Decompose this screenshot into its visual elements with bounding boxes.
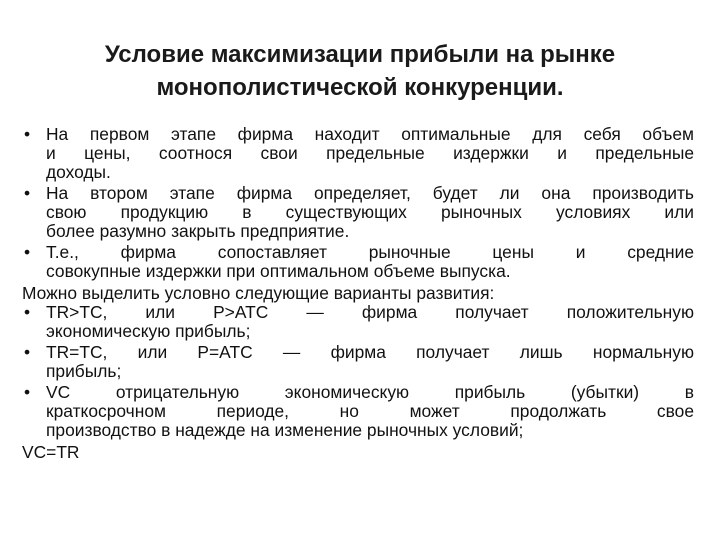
title-line-1: Условие максимизации прибыли на рынке [104, 41, 616, 68]
variants-intro: Можно выделить условно следующие варианты развития: [22, 283, 495, 303]
bullet-text: доходы. [46, 162, 111, 182]
bullet-text: совокупные издержки при оптимальном объеме выпуска. [46, 261, 511, 281]
bullet-icon: • [24, 242, 31, 262]
bullet-icon: • [24, 124, 31, 144]
bullet-icon: • [24, 342, 31, 362]
variant-item-3 [22, 383, 694, 440]
slide-title [40, 38, 680, 104]
bullet-text: Т.е., фирма сопоставляет рыночные цены и средние [46, 242, 694, 262]
bullet-icon: • [24, 183, 31, 203]
variant-text: краткосрочном периоде, но может продолжать свое [46, 401, 694, 421]
footer-formula: VC=TR [22, 442, 80, 462]
bullet-text: более разумно закрыть предприятие. [46, 221, 350, 241]
bullet-icon: • [24, 382, 31, 402]
bullet-item-2 [22, 184, 694, 241]
variant-text: экономическую прибыль; [46, 321, 251, 341]
bullet-text: На втором этапе фирма определяет, будет ли она производить [46, 183, 694, 203]
title-line-2: монополистической конкуренции. [156, 74, 564, 101]
variant-text: VC отрицательную экономическую прибыль (убытки) в [46, 382, 694, 402]
variant-item-2 [22, 343, 694, 381]
bullet-text: свою продукцию в существующих рыночных условиях или [46, 202, 694, 222]
variant-item-1 [22, 303, 694, 341]
bullet-text: На первом этапе фирма находит оптимальные для себя объем [46, 124, 694, 144]
variant-text: прибыль; [46, 361, 122, 381]
bullet-item-3 [22, 243, 694, 281]
bullet-item-1 [22, 125, 694, 182]
bullet-icon: • [24, 302, 31, 322]
slide-body [22, 125, 694, 462]
variant-text: TR>TC, или P>ATC — фирма получает положительную [46, 302, 694, 322]
variant-text: производство в надежде на изменение рыночных условий; [46, 420, 524, 440]
bullet-text: и цены, соотнося свои предельные издержки и предельные [46, 143, 694, 163]
variant-text: TR=TC, или P=ATC — фирма получает лишь нормальную [46, 342, 694, 362]
